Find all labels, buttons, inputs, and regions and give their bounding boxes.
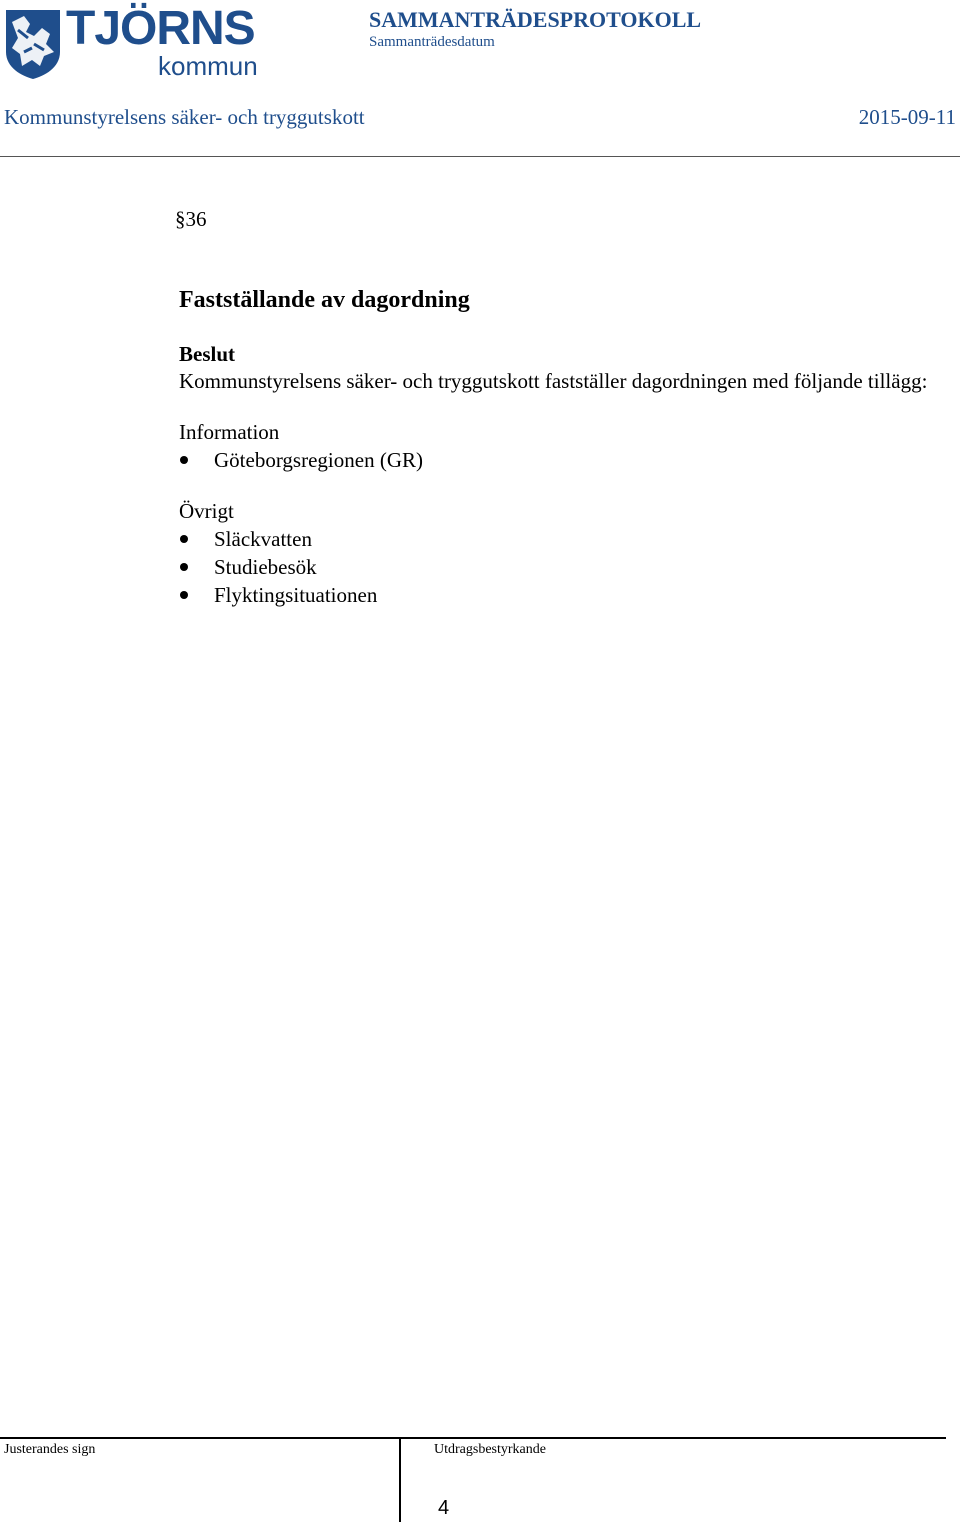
footer-divider [0, 1437, 946, 1439]
list-item-label: Flyktingsituationen [214, 583, 378, 607]
bullet-icon [180, 456, 188, 464]
coat-of-arms-icon [4, 8, 62, 80]
information-list [179, 446, 939, 474]
certification-label: Utdragsbestyrkande [434, 1442, 546, 1457]
municipality-logo [4, 2, 266, 82]
list-item-label: Studiebesök [214, 555, 317, 579]
meeting-date: 2015-09-11 [858, 105, 956, 129]
list-item [179, 446, 939, 474]
section-number: §36 [175, 207, 207, 231]
group-heading-information: Information [179, 420, 280, 444]
footer-column-divider [399, 1437, 401, 1522]
decision-text: Kommunstyrelsens säker- och tryggutskott fastställer dagordningen med följande tillägg: [179, 369, 928, 393]
list-item [179, 581, 939, 609]
section-body [179, 341, 939, 609]
document-type: SAMMANTRÄDESPROTOKOLL [369, 7, 702, 32]
bullet-icon [180, 591, 188, 599]
list-item-label: Släckvatten [214, 527, 312, 551]
section-title: Fastställande av dagordning [179, 287, 470, 313]
signature-label: Justerandes sign [4, 1442, 96, 1457]
logo-name: TJÖRNS [66, 2, 255, 55]
list-item-label: Göteborgsregionen (GR) [214, 448, 423, 472]
group-heading-ovrigt: Övrigt [179, 499, 234, 523]
bullet-icon [180, 535, 188, 543]
header-divider [0, 156, 960, 157]
committee-name: Kommunstyrelsens säker- och tryggutskott [4, 105, 365, 129]
meeting-date-label: Sammanträdesdatum [369, 34, 495, 50]
ovrigt-list [179, 525, 939, 609]
list-item [179, 525, 939, 553]
decision-heading: Beslut [179, 342, 236, 366]
logo-subtitle: kommun [158, 51, 258, 81]
bullet-icon [180, 563, 188, 571]
list-item [179, 553, 939, 581]
page-number: 4 [438, 1497, 450, 1519]
